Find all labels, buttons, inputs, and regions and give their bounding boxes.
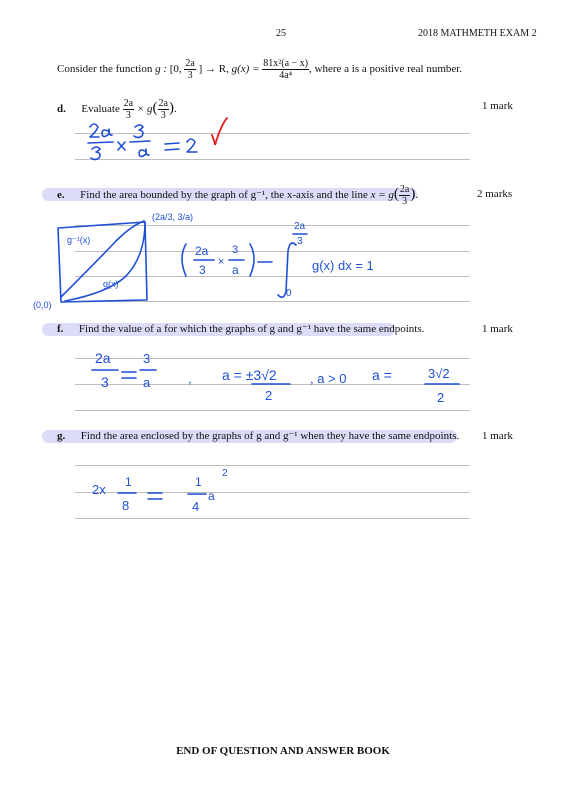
marks-e: 2 marks <box>477 188 513 200</box>
svg-text:g(x): g(x) <box>103 279 119 289</box>
svg-text:2: 2 <box>222 468 228 479</box>
interval-open: [0, <box>169 63 182 76</box>
question-text: Find the area enclosed by the graphs of g and g⁻¹ when they have the same endpoints. <box>80 430 460 442</box>
interval-fraction: $\frac{2a}{3}$ <box>185 58 195 81</box>
svg-text:(0,0): (0,0) <box>33 300 52 310</box>
svg-text:3: 3 <box>143 351 151 366</box>
svg-text:3: 3 <box>101 374 109 390</box>
svg-text:4: 4 <box>192 499 200 514</box>
intro-text: Consider the function <box>57 63 153 76</box>
intro-g: g : <box>155 63 167 76</box>
exam-title: 2018 MATHMETH EXAM 2 <box>418 28 537 39</box>
question-label: f. <box>57 323 64 335</box>
svg-text:(2a/3, 3/a): (2a/3, 3/a) <box>152 212 194 222</box>
fraction: $\frac{2a}{3}$ <box>123 98 134 121</box>
question-text: Evaluate <box>81 103 120 116</box>
rule-fraction: $\frac{\text{81x²(a − x)}}{\text{4a⁴}}$ <box>263 58 309 81</box>
marks-d: 1 mark <box>482 100 513 112</box>
question-e: e. Find the area bounded by the graph of g⁻¹, the x-axis and the line x = g( $\frac{2a}{3}$ ). <box>57 184 419 207</box>
svg-text:,: , <box>188 371 192 386</box>
question-label: d. <box>57 103 66 116</box>
svg-text:3: 3 <box>199 263 206 277</box>
svg-text:2a: 2a <box>195 244 209 258</box>
svg-text:a =: a = <box>372 367 392 383</box>
svg-text:2a: 2a <box>294 221 306 232</box>
svg-text:a: a <box>143 375 151 390</box>
check-mark-icon <box>212 118 227 145</box>
svg-text:×: × <box>218 256 225 268</box>
marks-f: 1 mark <box>482 323 513 335</box>
fraction: $\frac{2a}{3}$ <box>158 98 168 121</box>
intro-tail: , where a is a positive real number. <box>309 63 463 76</box>
svg-text:3: 3 <box>297 236 303 247</box>
rule-lhs: g(x) = <box>231 63 260 76</box>
svg-text:a = ±3√2: a = ±3√2 <box>222 367 277 383</box>
question-text: Find the area bounded by the graph of g⁻¹, the x-axis and the line <box>80 189 368 202</box>
svg-text:8: 8 <box>122 498 130 513</box>
handwriting-e-answer <box>182 221 374 299</box>
svg-text:g⁻¹(x): g⁻¹(x) <box>67 235 91 245</box>
handwriting-e-graph <box>33 212 193 310</box>
svg-text:1: 1 <box>195 475 202 489</box>
svg-text:g(x) dx = 1: g(x) dx = 1 <box>312 258 374 273</box>
svg-text:3: 3 <box>232 244 239 256</box>
question-text: Find the value of a for which the graphs of g and g⁻¹ have the same endpoints. <box>78 323 425 335</box>
end-of-book: END OF QUESTION AND ANSWER BOOK <box>176 745 390 757</box>
svg-text:2: 2 <box>437 390 445 405</box>
svg-text:2a: 2a <box>95 350 111 366</box>
handwriting-f-answer <box>92 350 459 405</box>
question-text: × g <box>136 103 153 116</box>
question-label: e. <box>57 189 65 202</box>
interval-close: ] <box>198 63 203 76</box>
svg-text:a: a <box>232 263 239 277</box>
svg-text:1: 1 <box>125 475 132 489</box>
svg-text:, a > 0: , a > 0 <box>310 371 347 386</box>
svg-text:3√2: 3√2 <box>428 366 450 381</box>
svg-text:0: 0 <box>286 288 292 299</box>
svg-text:2: 2 <box>265 388 273 403</box>
handwriting-d <box>88 124 197 160</box>
question-label: g. <box>57 430 66 442</box>
question-d: d. Evaluate $\frac{2a}{3}$ × g( $\frac{2a}{3}$ ). <box>57 98 177 121</box>
handwriting-g-answer <box>92 468 228 514</box>
svg-text:a: a <box>208 489 215 503</box>
svg-text:2x: 2x <box>92 482 106 497</box>
marks-g: 1 mark <box>482 430 513 442</box>
page-number: 25 <box>276 28 286 39</box>
question-text: x = g <box>370 189 394 202</box>
codomain: → R, <box>205 63 229 76</box>
fraction: $\frac{2a}{3}$ <box>399 184 410 207</box>
